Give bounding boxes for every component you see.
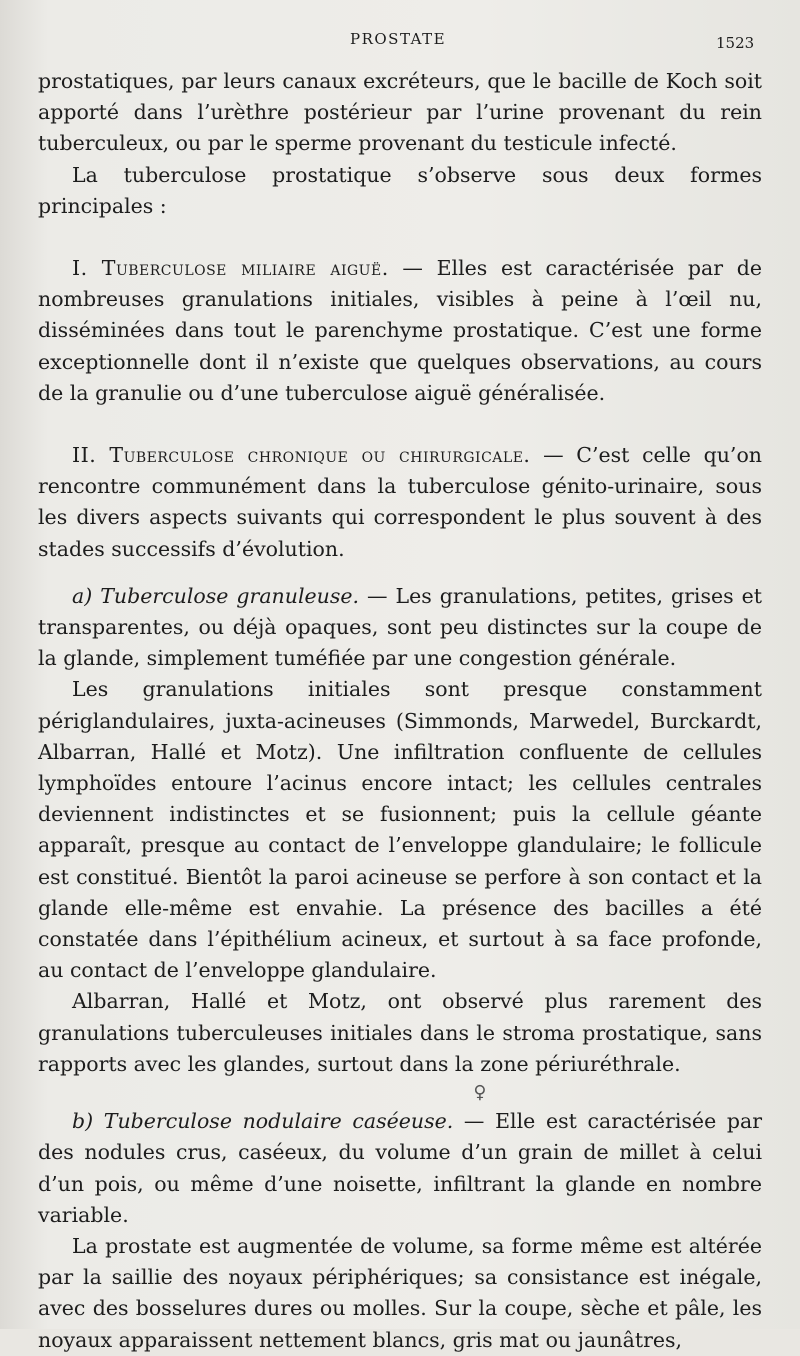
subsection-body-caseeuse: — Elle est caractérisée par des nodules crus, caséeux, du volume d’un grain de millet à celui d’un pois, ou même d’une noisette, infiltrant la glande en nombre variable. <box>38 1109 762 1227</box>
paragraph-prostate-volume: La prostate est augmentée de volume, sa forme même est altérée par la saillie des noyaux périphériques; sa consistance est inégale, avec des bosselures dures ou molles. Sur la coupe, sèche et pâle, les noyaux apparaissent nettement blancs, gris mat ou jaunâtres, <box>38 1233 762 1352</box>
subsection-heading-granuleuse: Tuberculose granuleuse. <box>100 583 360 608</box>
section-heading-miliaire: I. Tuberculose miliaire aiguë. <box>72 256 389 281</box>
section-body-chronique: — C’est celle qu’on rencontre communément dans la tuberculose génito-urinaire, sous les divers aspects suivants qui correspondent le plus souvent à des stades successifs d’évolution. <box>38 443 762 561</box>
paragraph-continuation: prostatiques, par leurs canaux excréteurs, que le bacille de Koch soit apporté dans l’urèthre postérieur par l’urine provenant du rein tuberculeux, ou par le sperme provenant du testicule infecté. <box>38 69 762 156</box>
spacer <box>38 409 762 440</box>
subsection-body-granuleuse: — Les granulations, petites, grises et transparentes, ou déjà opaques, sont peu distinctes sur la coupe de la glande, simplement tuméfiée par une congestion générale. <box>38 583 762 671</box>
running-title: PROSTATE <box>350 30 447 48</box>
section-miliaire <box>38 253 762 409</box>
subsection-label-b: b) <box>72 1109 104 1134</box>
running-header <box>0 30 800 56</box>
section-chronique <box>38 440 762 565</box>
page-number: 1523 <box>716 34 755 52</box>
body-text <box>38 66 762 1356</box>
paragraph-granulations-initiales: Les granulations initiales sont presque constamment périglandulaires, juxta-acineuses (Simmonds, Marwedel, Burckardt, Albarran, Hallé et Motz). Une infiltration confluente de cellules lymphoïdes entoure l’acinus encore intact; les cellules centrales deviennent indistinctes et se fusionnent; puis la cellule géante apparaît, presque au contact de l’enveloppe glandulaire; le follicule est constitué. Bientôt la paroi acineuse se perfore à son contact et la glande elle-même est envahie. La présence des bacilles a été constatée dans l’épithélium acineux, et surtout à sa face profonde, au contact de l’enveloppe glandulaire. <box>38 677 762 983</box>
subsection-heading-caseeuse: Tuberculose nodulaire caséeuse. <box>103 1109 454 1134</box>
spacer <box>38 565 762 581</box>
section-heading-chronique: II. Tuberculose chronique ou chirurgicale. <box>72 443 531 468</box>
subsection-caseeuse <box>38 1106 762 1231</box>
section-body-miliaire: — Elles est caractérisée par de nombreuses granulations initiales, visibles à peine à l’œil nu, disséminées dans tout le parenchyme prostatique. C’est une forme exceptionnelle dont il n’existe que quelques observations, au cours de la granulie ou d’une tuberculose aiguë généralisée. <box>38 256 762 405</box>
spacer <box>38 222 762 253</box>
paragraph-albarran: Albarran, Hallé et Motz, ont observé plus rarement des granulations tuberculeuses initiales dans le stroma prostatique, sans rapports avec les glandes, surtout dans la zone périuréthrale. <box>38 989 762 1076</box>
subsection-granuleuse <box>38 581 762 675</box>
female-symbol-mark: ♀ <box>473 1082 487 1104</box>
paragraph-forms-intro: La tuberculose prostatique s’observe sous deux formes principales : <box>38 162 762 218</box>
subsection-label-a: a) <box>72 583 101 608</box>
